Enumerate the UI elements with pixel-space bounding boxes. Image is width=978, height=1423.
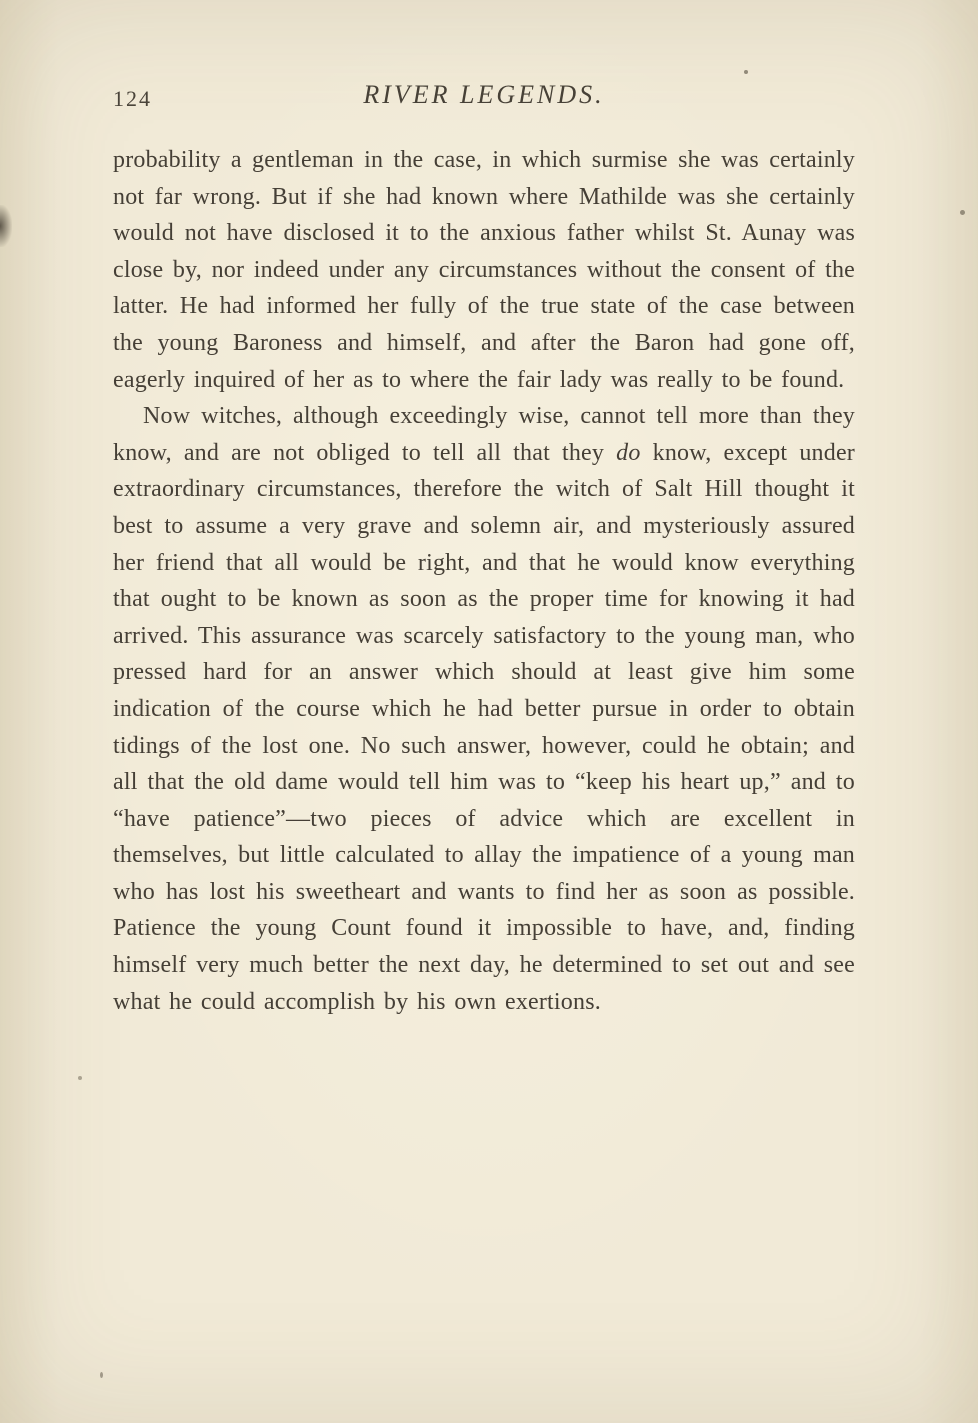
paragraph-2 [113,398,855,1020]
page-body [113,142,855,1020]
paragraph-2-text-lead: Now witches, although exceedingly wise, cannot tell more than they know, and are not obliged to tell all that they [113,403,855,466]
scan-artifact [744,70,748,74]
page-number: 124 [113,86,152,111]
scan-artifact [78,1076,82,1080]
paragraph-1 [113,142,855,398]
page-header [113,78,855,120]
paragraph-1-text: probability a gentleman in the case, in which surmise she was certainly not far wrong. But if she had known where Mathilde was she certainly would not have disclosed it to the anxious father whilst St. Aunay was close by, nor indeed under any circumstances without the consent of the latter. He had informed her fully of the true state of the case between the young Baroness and himself, and after the Baron had gone off, eagerly inquired of her as to where the fair lady was really to be found. [113,147,855,393]
scan-artifact [0,205,12,247]
scan-artifact [960,210,965,215]
paragraph-2-italic-word: do [616,439,641,466]
running-title: RIVER LEGENDS. [363,80,605,109]
paragraph-2-text-rest: know, except under extraordinary circumstances, therefore the witch of Salt Hill thought it best to assume a very grave and solemn air, and mysteriously assured her friend that all would be right, and that he would know everything that ought to be known as soon as the proper time for knowing it had arrived. This assurance was scarcely satisfactory to the young man, who pressed hard for an answer which should at least give him some indication of the course which he had better pursue in order to obtain tidings of the lost one. No such answer, however, could he obtain; and all that the old dame would tell him was to “keep his heart up,” and to “have patience”—two pieces of advice which are excellent in themselves, but little calculated to allay the impatience of a young man who has lost his sweetheart and wants to find her as soon as possible. Patience the young Count found it impossible to have, and, finding himself very much better the next day, he determined to set out and see what he could accomplish by his own exertions. [113,439,855,1015]
book-page [113,78,855,1020]
scan-artifact [100,1372,103,1378]
